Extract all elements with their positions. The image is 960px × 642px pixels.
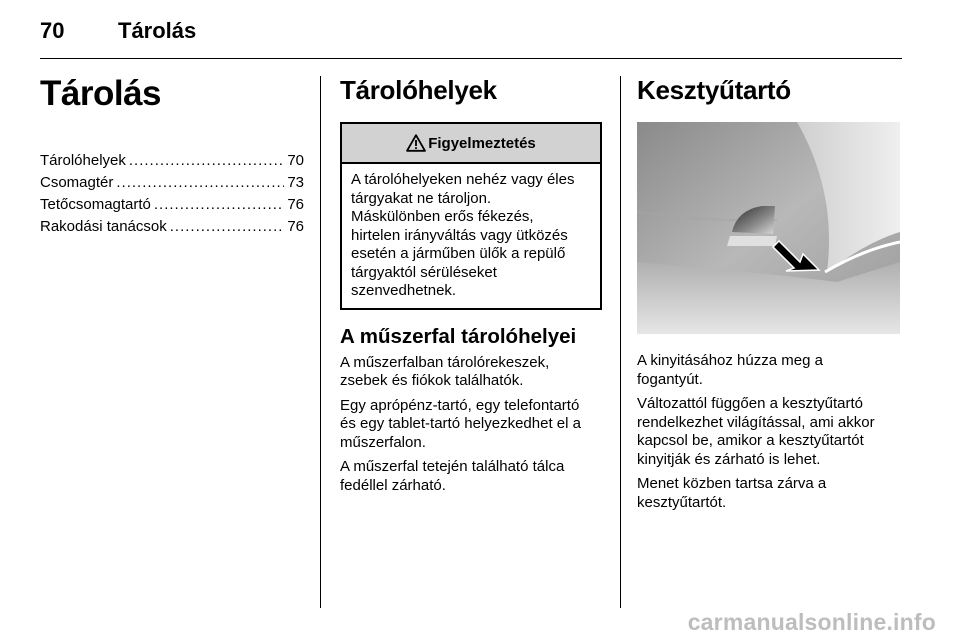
section-title: Tárolóhelyek bbox=[340, 75, 497, 105]
page-number: 70 bbox=[40, 18, 65, 43]
text-line: és egy tablet-tartó helyezkedhet el a bbox=[340, 415, 581, 432]
running-header-title: Tárolás bbox=[118, 18, 197, 43]
toc-entry-page: 73 bbox=[287, 174, 304, 191]
warning-triangle-icon bbox=[406, 134, 426, 152]
paragraph bbox=[340, 458, 602, 495]
toc-entry-page: 70 bbox=[287, 152, 304, 169]
toc-entry-label: Csomagtér bbox=[40, 174, 114, 191]
subsection-title: A műszerfal tárolóhelyei bbox=[340, 324, 577, 348]
toc-entry[interactable] bbox=[40, 194, 304, 216]
warning-line: szenvedhetnek. bbox=[351, 282, 457, 299]
text-line: rendelkezhet világítással, ami akkor bbox=[637, 413, 875, 431]
glovebox-handle-photo bbox=[637, 122, 900, 334]
toc-entry-label: Tárolóhelyek bbox=[40, 152, 126, 169]
column-divider bbox=[320, 76, 321, 608]
warning-header bbox=[342, 124, 600, 164]
warning-text bbox=[342, 164, 600, 308]
text-line: kinyitják és zárható is lehet. bbox=[637, 450, 821, 468]
warning-line: Máskülönben erős fékezés, bbox=[351, 208, 534, 225]
chapter-title: Tárolás bbox=[40, 74, 161, 113]
chapter-column bbox=[40, 74, 304, 238]
warning-heading: Figyelmeztetés bbox=[428, 134, 536, 152]
paragraph bbox=[637, 352, 902, 389]
warning-line: hirtelen irányváltás vagy ütközés bbox=[351, 226, 568, 244]
text-line: Egy aprópénz-tartó, egy telefontartó bbox=[340, 396, 580, 414]
toc-entry[interactable] bbox=[40, 150, 304, 172]
text-line: Változattól függően a kesztyűtartó bbox=[637, 395, 863, 412]
text-line: Menet közben tartsa zárva a bbox=[637, 475, 827, 492]
text-line: kesztyűtartót. bbox=[637, 493, 727, 511]
warning-line: A tárolóhelyeken nehéz vagy éles bbox=[351, 171, 575, 188]
toc-entry-page: 76 bbox=[287, 218, 304, 235]
column-divider bbox=[620, 76, 621, 608]
warning-line: tárgyaktól sérüléseket bbox=[351, 263, 497, 281]
storage-column bbox=[340, 74, 602, 501]
paragraph bbox=[340, 397, 602, 453]
text-line: A műszerfalban tárolórekeszek, bbox=[340, 353, 550, 371]
text-line: zsebek és fiókok találhatók. bbox=[340, 372, 524, 389]
text-line: fogantyút. bbox=[637, 370, 703, 388]
toc-entry[interactable] bbox=[40, 216, 304, 238]
warning-box bbox=[340, 122, 602, 310]
watermark: carmanualsonline.info bbox=[687, 609, 936, 635]
warning-line: esetén a járműben ülők a repülő bbox=[351, 245, 566, 262]
toc-entry-label: Tetőcsomagtartó bbox=[40, 196, 151, 213]
paragraph bbox=[340, 354, 602, 391]
toc-leader-dots bbox=[116, 172, 284, 194]
toc-entry[interactable] bbox=[40, 172, 304, 194]
toc-entry-page: 76 bbox=[287, 196, 304, 213]
table-of-contents bbox=[40, 150, 304, 238]
paragraph bbox=[637, 475, 902, 512]
text-line: műszerfalon. bbox=[340, 433, 426, 451]
toc-leader-dots bbox=[170, 216, 285, 238]
text-line: A műszerfal tetején található tálca bbox=[340, 458, 565, 475]
toc-leader-dots bbox=[129, 150, 284, 172]
toc-leader-dots bbox=[154, 194, 284, 216]
toc-entry-label: Rakodási tanácsok bbox=[40, 218, 167, 235]
text-line: A kinyitásához húzza meg a bbox=[637, 352, 823, 369]
text-line: fedéllel zárható. bbox=[340, 476, 446, 494]
paragraph bbox=[637, 395, 902, 469]
warning-line: tárgyakat ne tároljon. bbox=[351, 189, 492, 207]
glovebox-column bbox=[637, 74, 902, 518]
text-line: kapcsol be, amikor a kesztyűtartót bbox=[637, 432, 864, 449]
section-title: Kesztyűtartó bbox=[637, 75, 791, 105]
header-rule bbox=[40, 58, 902, 59]
